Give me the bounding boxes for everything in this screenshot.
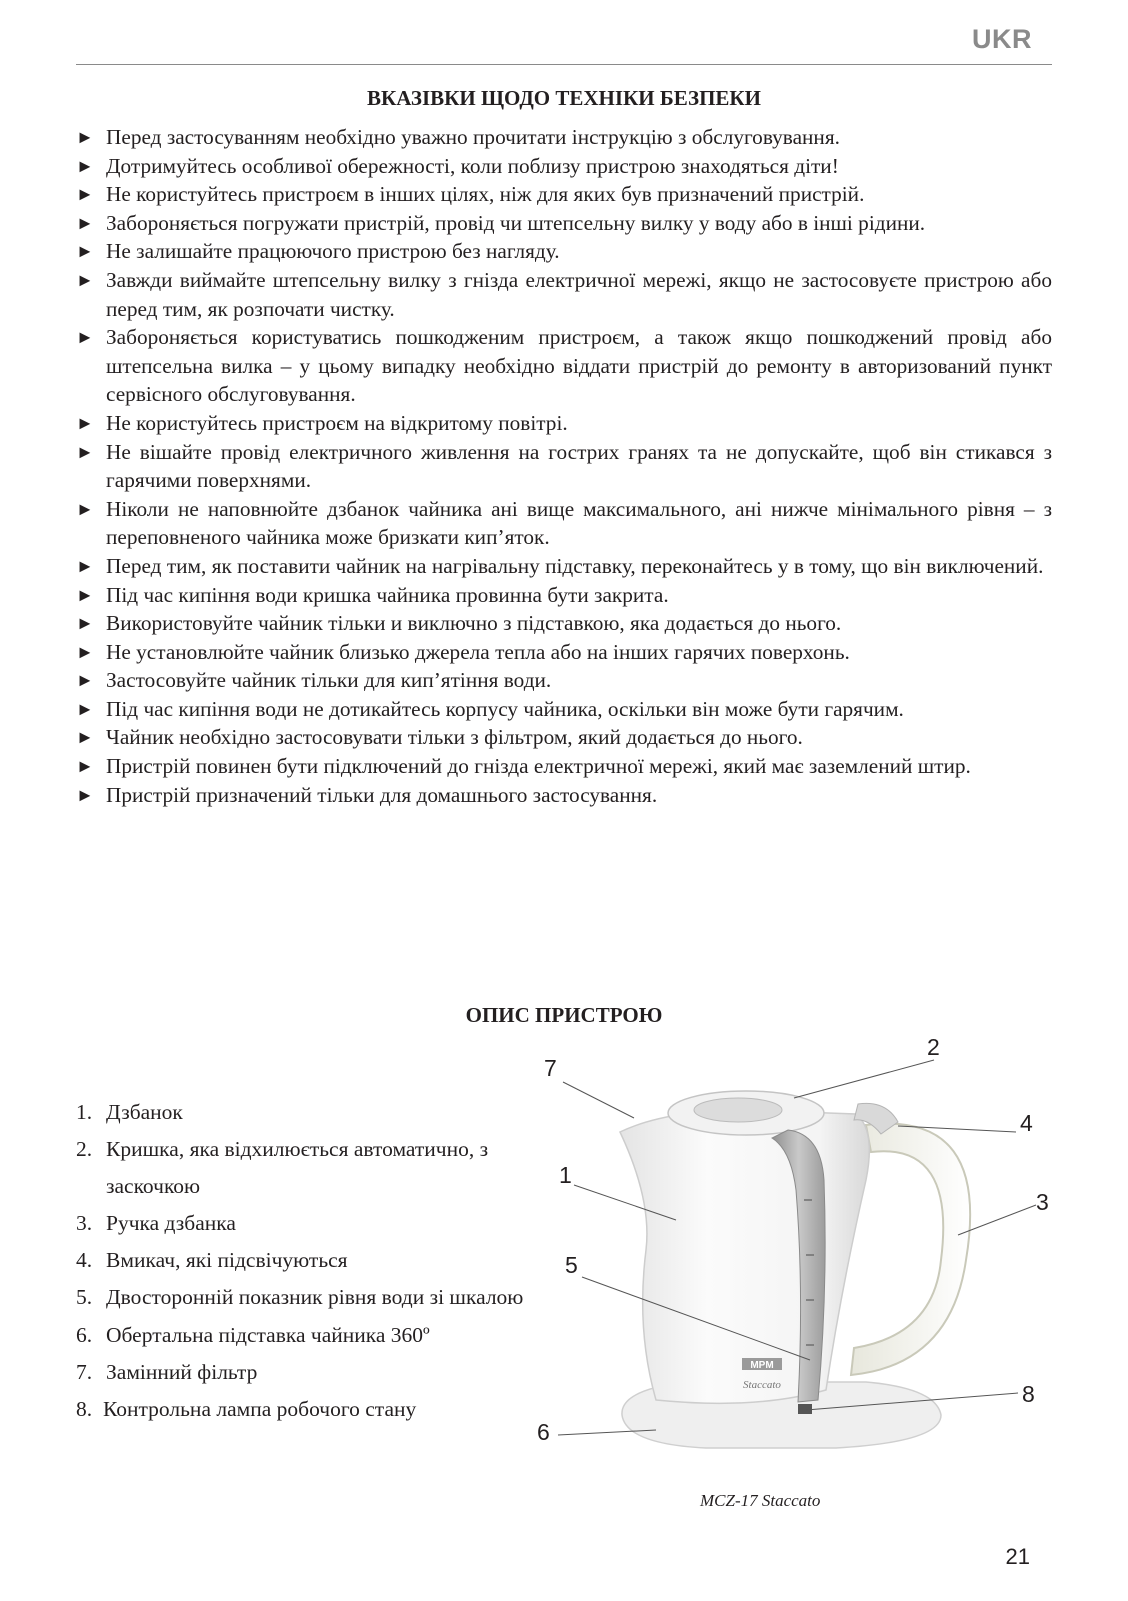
- indicator-lamp: [798, 1404, 812, 1414]
- list-item: ► Пристрій призначений тільки для домашнього застосування.: [76, 781, 1052, 810]
- leader-line-7: [563, 1082, 634, 1118]
- bullet-arrow-icon: ►: [76, 784, 94, 805]
- list-item: 8. Контрольна лампа робочого стану: [76, 1396, 417, 1421]
- list-item: ► Пристрій повинен бути підключений до гнізда електричної мережі, який має заземлений штир.: [76, 752, 1052, 781]
- bullet-arrow-icon: ►: [76, 441, 94, 462]
- bullet-arrow-icon: ►: [76, 641, 94, 662]
- bullet-arrow-icon: ►: [76, 727, 94, 748]
- list-item: ► Ніколи не наповнюйте дзбанок чайника ані вище максимального, ані нижче мінімального рівня – з переповненого чайника може бризкати кип’яток.: [76, 496, 1052, 550]
- callout-8: 8: [1022, 1381, 1035, 1407]
- callout-2: 2: [927, 1034, 940, 1060]
- list-item: ► Не установлюйте чайник близько джерела тепла або на інших гарячих поверхонь.: [76, 638, 1052, 667]
- bullet-arrow-icon: ►: [76, 269, 94, 290]
- list-item: ► Не користуйтесь пристроєм в інших цілях, ніж для яких був призначений пристрій.: [76, 180, 1052, 209]
- list-item: 6. Обертальна підставка чайника 360º: [76, 1322, 430, 1347]
- list-item: ► Під час кипіння води кришка чайника провинна бути закрита.: [76, 581, 1052, 610]
- list-item: ► Перед тим, як поставити чайник на нагрівальну підставку, переконайтесь у в тому, що він виключений.: [76, 552, 1052, 581]
- page-number: 21: [1005, 1544, 1030, 1569]
- list-item: 5. Двосторонній показник рівня води зі шкалою: [76, 1285, 524, 1310]
- list-item: ► Чайник необхідно застосовувати тільки з фільтром, який додається до нього.: [76, 723, 1052, 752]
- list-item: ► Завжди виймайте штепсельну вилку з гнізда електричної мережі, якщо не застосовуєте пристрою або перед тим, як розпочати чистку.: [76, 267, 1052, 321]
- figure-caption: MCZ-17 Staccato: [700, 1491, 821, 1510]
- bullet-arrow-icon: ►: [76, 584, 94, 605]
- header-rule: [76, 64, 1052, 65]
- list-item: 7. Замінний фільтр: [76, 1359, 258, 1384]
- bullet-arrow-icon: ►: [76, 670, 94, 691]
- list-item: ► Дотримуйтесь особливої обережності, коли поблизу пристрою знаходяться діти!: [76, 152, 1052, 181]
- brand-logo-text: MPM: [750, 1360, 774, 1371]
- bullet-arrow-icon: ►: [76, 555, 94, 576]
- callout-5: 5: [565, 1252, 578, 1278]
- callout-3: 3: [1036, 1189, 1049, 1215]
- list-item: 2. Кришка, яка відхилюється автоматично, з заскочкою: [76, 1137, 489, 1199]
- list-item: ► Перед застосуванням необхідно уважно прочитати інструкцію з обслуговування.: [76, 123, 1052, 152]
- bullet-arrow-icon: ►: [76, 498, 94, 519]
- list-item: 4. Вмикач, які підсвічуються: [76, 1248, 348, 1273]
- leader-line-2: [794, 1060, 934, 1098]
- bullet-arrow-icon: ►: [76, 327, 94, 348]
- list-item: ► Використовуйте чайник тільки и виключно з підставкою, яка додається до нього.: [76, 609, 1052, 638]
- bullet-arrow-icon: ►: [76, 412, 94, 433]
- bullet-arrow-icon: ►: [76, 698, 94, 719]
- safety-title: ВКАЗІВКИ ЩОДО ТЕХНІКИ БЕЗПЕКИ: [367, 86, 761, 110]
- bullet-arrow-icon: ►: [76, 613, 94, 634]
- list-item: 3. Ручка дзбанка: [76, 1211, 236, 1236]
- callout-7: 7: [544, 1055, 557, 1081]
- list-item: ► Забороняється погружати пристрій, провід чи штепсельну вилку у воду або в інші рідини.: [76, 209, 1052, 238]
- bullet-arrow-icon: ►: [76, 155, 94, 176]
- parts-list: [76, 1094, 536, 1428]
- list-item: ► Не вішайте провід електричного живлення на гострих гранях та не допускайте, щоб він стикався з гарячими поверхнями.: [76, 439, 1052, 493]
- bullet-arrow-icon: ►: [76, 756, 94, 777]
- list-item: ► Під час кипіння води не дотикайтесь корпусу чайника, оскільки він може бути гарячим.: [76, 695, 1052, 724]
- bullet-arrow-icon: ►: [76, 184, 94, 205]
- description-title: ОПИС ПРИСТРОЮ: [465, 1003, 663, 1027]
- bullet-arrow-icon: ►: [76, 212, 94, 233]
- list-item: ► Забороняється користуватись пошкодженим пристроєм, а також якщо пошкоджений провід або штепсельна вилка – у цьому випадку необхідно віддати пристрій до ремонту в авторизований пункт сервісного обслуговування.: [76, 325, 1052, 407]
- model-mark: Staccato: [743, 1379, 781, 1391]
- list-item: 1. Дзбанок: [76, 1100, 183, 1124]
- callout-4: 4: [1020, 1110, 1033, 1136]
- safety-list: [76, 123, 1052, 809]
- callout-1: 1: [559, 1162, 572, 1188]
- list-item: ► Застосовуйте чайник тільки для кип’ятіння води.: [76, 666, 1052, 695]
- language-code: UKR: [972, 24, 1032, 54]
- callout-6: 6: [537, 1419, 550, 1445]
- kettle-figure: [536, 1030, 1076, 1500]
- list-item: ► Не користуйтесь пристроєм на відкритому повітрі.: [76, 409, 1052, 438]
- bullet-arrow-icon: ►: [76, 127, 94, 147]
- bullet-arrow-icon: ►: [76, 241, 94, 262]
- list-item: ► Не залишайте працюючого пристрою без нагляду.: [76, 237, 1052, 266]
